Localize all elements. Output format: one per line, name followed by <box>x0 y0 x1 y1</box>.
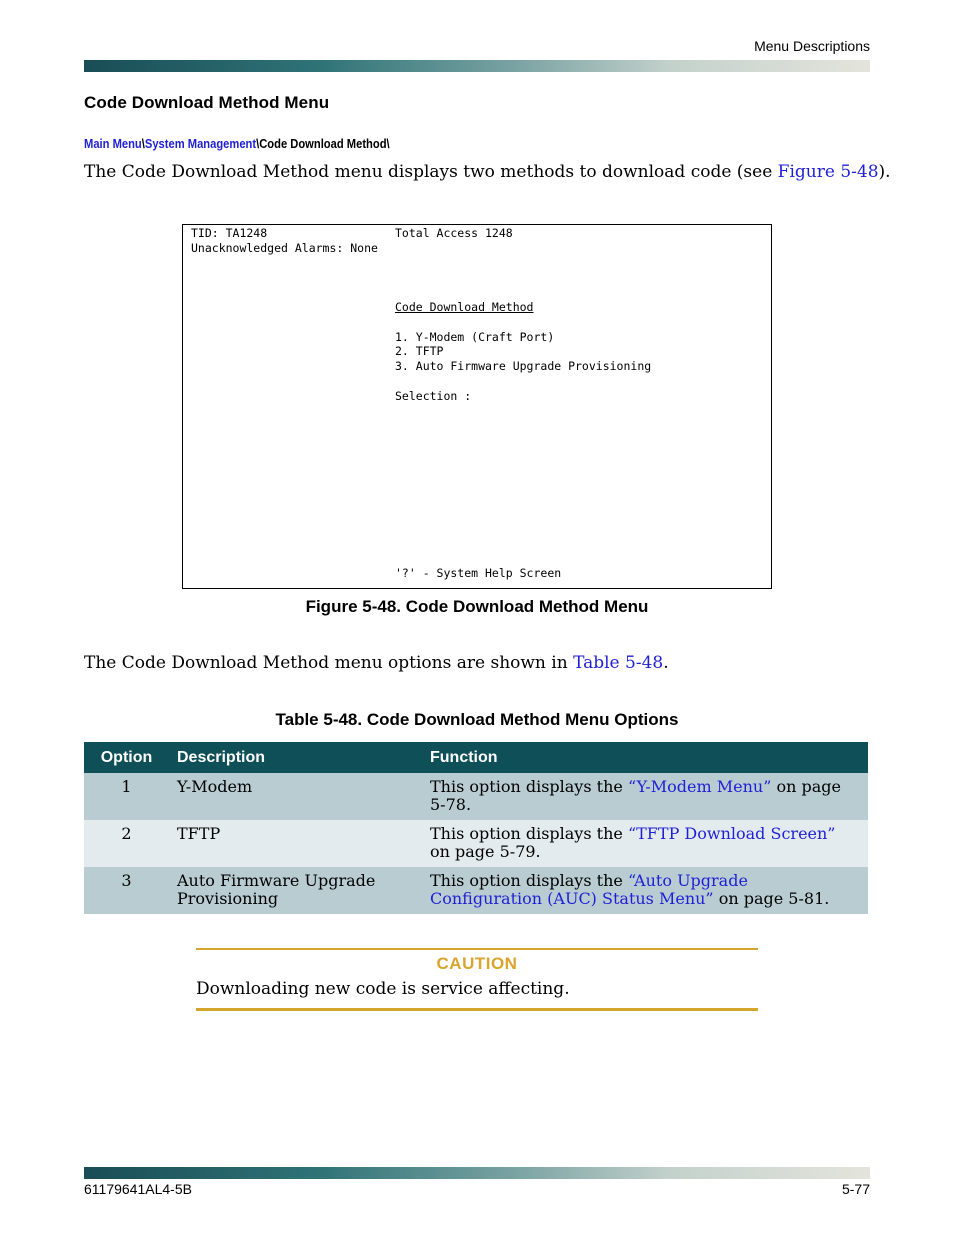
breadcrumb-system-management-link[interactable]: System Management <box>144 136 257 151</box>
intro-paragraph <box>84 162 891 182</box>
options-intro-text: The Code Download Method menu options are shown in <box>84 653 574 673</box>
terminal-option-ymodem[interactable]: 1. Y-Modem (Craft Port) <box>395 330 555 344</box>
terminal-selection-prompt[interactable]: Selection : <box>395 389 472 403</box>
column-header-function: Function <box>422 742 868 773</box>
table-row <box>84 867 868 914</box>
option-cell: 1 <box>84 773 169 820</box>
breadcrumb-separator: \ <box>141 136 145 151</box>
header-rule-bar <box>84 60 870 72</box>
option-cell: 2 <box>84 820 169 867</box>
caution-box <box>196 948 758 1011</box>
intro-text-end: ). <box>878 162 891 182</box>
table-caption: Table 5-48. Code Download Method Menu Options <box>275 710 679 729</box>
figure-caption: Figure 5-48. Code Download Method Menu <box>305 597 649 616</box>
function-page: on page 5-78. <box>430 777 842 814</box>
table-header-row <box>84 742 868 773</box>
terminal-menu-title: Code Download Method <box>395 300 534 314</box>
document-number: 61179641AL4-5B <box>84 1181 192 1197</box>
terminal-option-tftp[interactable]: 2. TFTP <box>395 344 444 358</box>
section-title: Code Download Method Menu <box>84 93 330 112</box>
terminal-product: Total Access 1248 <box>395 226 513 240</box>
table-row <box>84 820 868 867</box>
column-header-option: Option <box>84 742 169 773</box>
caution-text: Downloading new code is service affecting. <box>196 979 570 999</box>
figure-link[interactable]: Figure 5-48 <box>777 162 879 182</box>
function-text: This option displays the <box>430 871 628 890</box>
intro-text: The Code Download Method menu displays two methods to download code (see <box>84 162 778 182</box>
function-cell <box>422 773 868 820</box>
ymodem-menu-link[interactable]: “Y-Modem Menu” <box>627 777 772 796</box>
function-cell <box>422 820 868 867</box>
function-text: This option displays the <box>430 777 628 796</box>
caution-title: CAUTION <box>436 954 518 973</box>
options-intro-text-end: . <box>663 653 669 673</box>
terminal-alarms: Unacknowledged Alarms: None <box>191 241 378 255</box>
description-cell: Auto Firmware Upgrade Provisioning <box>169 867 422 914</box>
terminal-option-auto-firmware[interactable]: 3. Auto Firmware Upgrade Provisioning <box>395 359 652 373</box>
description-cell: Y-Modem <box>169 773 422 820</box>
terminal-screen <box>182 224 772 589</box>
table-row <box>84 773 868 820</box>
options-intro-paragraph <box>84 653 669 673</box>
terminal-help-hint: '?' - System Help Screen <box>395 566 562 580</box>
breadcrumb-main-menu-link[interactable]: Main Menu <box>84 136 142 151</box>
terminal-tid: TID: TA1248 <box>191 226 268 240</box>
column-header-description: Description <box>169 742 422 773</box>
running-header: Menu Descriptions <box>754 38 870 54</box>
auc-status-menu-link[interactable]: “Auto Upgrade Configuration (AUC) Status Menu” <box>430 871 748 908</box>
footer-rule-bar <box>84 1167 870 1179</box>
function-cell <box>422 867 868 914</box>
function-text: This option displays the <box>430 824 628 843</box>
function-page: on page 5-81. <box>713 889 830 908</box>
function-page: on page 5-79. <box>430 842 541 861</box>
option-cell: 3 <box>84 867 169 914</box>
description-cell: TFTP <box>169 820 422 867</box>
breadcrumb-current: \Code Download Method\ <box>256 136 390 151</box>
page-number: 5-77 <box>841 1181 870 1197</box>
options-table <box>84 742 868 914</box>
table-link[interactable]: Table 5-48 <box>573 653 664 673</box>
breadcrumb <box>84 136 390 151</box>
tftp-download-screen-link[interactable]: “TFTP Download Screen” <box>627 824 836 843</box>
